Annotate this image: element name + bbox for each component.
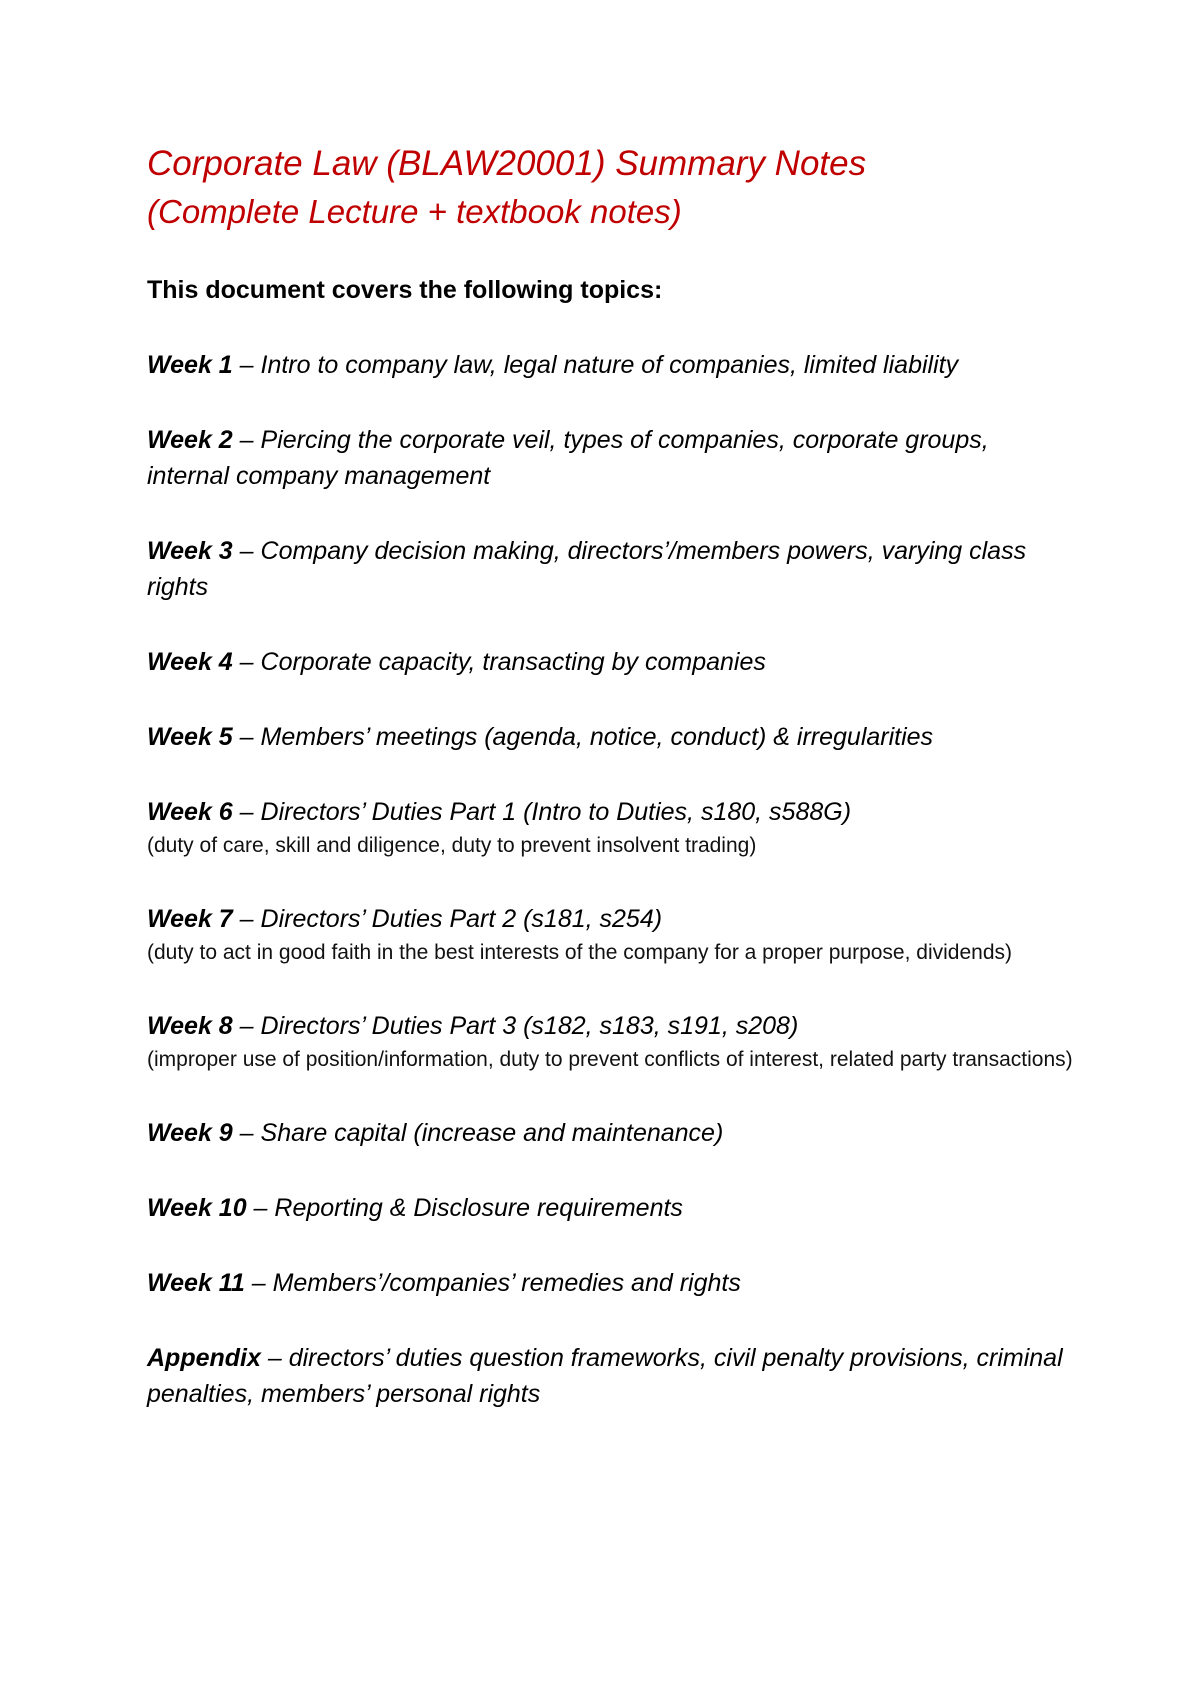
document-page bbox=[147, 140, 1077, 1412]
topic-label: Week 7 bbox=[147, 905, 233, 933]
topic-label: Week 10 bbox=[147, 1194, 247, 1222]
topic-item bbox=[147, 347, 1077, 383]
topic-item bbox=[147, 901, 1077, 969]
topic-separator: – bbox=[232, 1119, 261, 1147]
topic-label: Week 9 bbox=[147, 1119, 233, 1147]
topic-detail: (duty of care, skill and diligence, duty to prevent insolvent trading) bbox=[147, 834, 757, 857]
topic-item bbox=[147, 1340, 1077, 1412]
topic-separator: – bbox=[232, 351, 261, 379]
topic-heading bbox=[147, 1265, 1077, 1301]
topic-label: Week 8 bbox=[147, 1012, 233, 1040]
topic-text: Intro to company law, legal nature of companies, limited liability bbox=[260, 351, 959, 379]
topic-heading bbox=[147, 1115, 1077, 1151]
topic-text: Corporate capacity, transacting by companies bbox=[260, 648, 766, 676]
topic-heading bbox=[147, 901, 1077, 937]
topic-heading bbox=[147, 1190, 1077, 1226]
topic-item bbox=[147, 422, 1077, 494]
topic-separator: – bbox=[232, 798, 261, 826]
topic-label: Week 1 bbox=[147, 351, 233, 379]
topic-heading bbox=[147, 347, 1077, 383]
topic-text: Members’ meetings (agenda, notice, conduct) & irregularities bbox=[260, 723, 934, 751]
topic-text: Directors’ Duties Part 2 (s181, s254) bbox=[260, 905, 663, 933]
topic-detail: (improper use of position/information, duty to prevent conflicts of interest, related party transactions) bbox=[147, 1048, 1073, 1071]
topic-item bbox=[147, 1008, 1077, 1076]
topic-item bbox=[147, 794, 1077, 862]
document-title: Corporate Law (BLAW20001) Summary Notes bbox=[147, 144, 867, 183]
document-subtitle: (Complete Lecture + textbook notes) bbox=[147, 193, 682, 230]
topic-label: Week 11 bbox=[147, 1269, 245, 1297]
topic-separator: – bbox=[232, 1012, 261, 1040]
topic-label: Week 2 bbox=[147, 426, 233, 454]
topic-separator: – bbox=[232, 905, 261, 933]
topic-label: Week 6 bbox=[147, 798, 233, 826]
topic-text: Members’/companies’ remedies and rights bbox=[272, 1269, 741, 1297]
topic-text: Directors’ Duties Part 1 (Intro to Duties, s180, s588G) bbox=[260, 798, 852, 826]
topic-detail: (duty to act in good faith in the best interests of the company for a proper purpose, dividends) bbox=[147, 941, 1012, 964]
topic-heading bbox=[147, 794, 1077, 830]
topic-list bbox=[147, 347, 1077, 1412]
topic-heading bbox=[147, 1008, 1077, 1044]
topic-text: Piercing the corporate veil, types of companies, corporate groups, internal company management bbox=[147, 426, 989, 490]
topic-label: Appendix bbox=[147, 1344, 261, 1372]
topic-separator: – bbox=[232, 537, 261, 565]
topic-separator: – bbox=[232, 648, 261, 676]
topic-heading bbox=[147, 1340, 1077, 1412]
topic-separator: – bbox=[260, 1344, 289, 1372]
topic-separator: – bbox=[232, 723, 261, 751]
topic-item bbox=[147, 1115, 1077, 1151]
topic-item bbox=[147, 719, 1077, 755]
topic-text: directors’ duties question frameworks, civil penalty provisions, criminal penalties, members’ personal rights bbox=[147, 1344, 1063, 1408]
topics-intro: This document covers the following topics: bbox=[147, 276, 663, 304]
topic-label: Week 4 bbox=[147, 648, 233, 676]
topic-separator: – bbox=[244, 1269, 273, 1297]
topic-text: Directors’ Duties Part 3 (s182, s183, s191, s208) bbox=[260, 1012, 799, 1040]
topic-item bbox=[147, 1190, 1077, 1226]
topic-heading bbox=[147, 422, 1077, 494]
topic-text: Share capital (increase and maintenance) bbox=[260, 1119, 724, 1147]
topic-item bbox=[147, 644, 1077, 680]
topic-item bbox=[147, 533, 1077, 605]
topic-label: Week 5 bbox=[147, 723, 233, 751]
topic-text: Company decision making, directors’/members powers, varying class rights bbox=[147, 537, 1027, 601]
topic-separator: – bbox=[232, 426, 261, 454]
topic-heading bbox=[147, 719, 1077, 755]
topic-heading bbox=[147, 533, 1077, 605]
topic-heading bbox=[147, 644, 1077, 680]
topic-label: Week 3 bbox=[147, 537, 233, 565]
topic-item bbox=[147, 1265, 1077, 1301]
topic-text: Reporting & Disclosure requirements bbox=[274, 1194, 683, 1222]
topic-separator: – bbox=[246, 1194, 275, 1222]
